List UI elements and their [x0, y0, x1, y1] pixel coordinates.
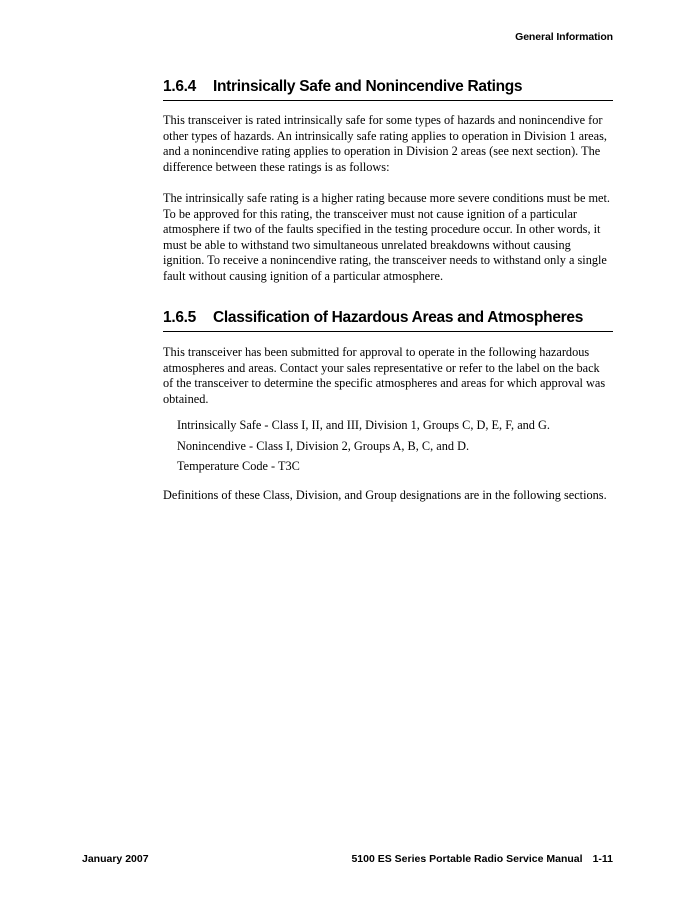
paragraph: The intrinsically safe rating is a higher rating because more severe conditions must be met. To be approved for this rating, the transceiver must not cause ignition of a particular atmosphere if two of the faults specified in the testing procedure occur. In other words, it must be able to withstand two simultaneous unrelated breakdowns without causing ignition. To receive a nonincendive rating, the transceiver needs to withstand only a single fault without causing ignition of a particular atmosphere. — [163, 191, 610, 283]
section-title: Intrinsically Safe and Nonincendive Ratings — [213, 78, 523, 95]
section-heading — [163, 309, 613, 332]
list-item: Temperature Code - T3C — [177, 459, 300, 473]
list-item: Intrinsically Safe - Class I, II, and III, Division 1, Groups C, D, E, F, and G. — [177, 418, 550, 432]
paragraph: This transceiver has been submitted for approval to operate in the following hazardous atmospheres and areas. Contact your sales representative or refer to the label on the back of the transceiver to determine the specific atmospheres and areas for which approval was obtained. — [163, 345, 606, 406]
section-1-6-5 — [163, 309, 613, 503]
section-number: 1.6.4 — [163, 78, 196, 95]
list-item: Nonincendive - Class I, Division 2, Groups A, B, C, and D. — [177, 438, 470, 453]
page-number: 1-11 — [592, 853, 613, 865]
footer-date: January 2007 — [82, 853, 149, 865]
paragraph: Definitions of these Class, Division, and Group designations are in the following sections. — [163, 487, 607, 502]
running-header: General Information — [515, 31, 613, 43]
paragraph: This transceiver is rated intrinsically safe for some types of hazards and nonincendive for other types of hazards. An intrinsically safe rating applies to operation in Division 1 areas, and a nonincendive rating applies to operation in Division 2 areas (see next section). The difference between these ratings is as follows: — [163, 113, 607, 174]
section-title: Classification of Hazardous Areas and Atmospheres — [213, 309, 584, 326]
footer-right — [351, 853, 613, 865]
footer-manual-title: 5100 ES Series Portable Radio Service Manual — [351, 853, 583, 865]
section-number: 1.6.5 — [163, 309, 196, 326]
section-heading — [163, 78, 613, 101]
ratings-list — [163, 418, 613, 475]
section-1-6-4 — [163, 78, 613, 284]
